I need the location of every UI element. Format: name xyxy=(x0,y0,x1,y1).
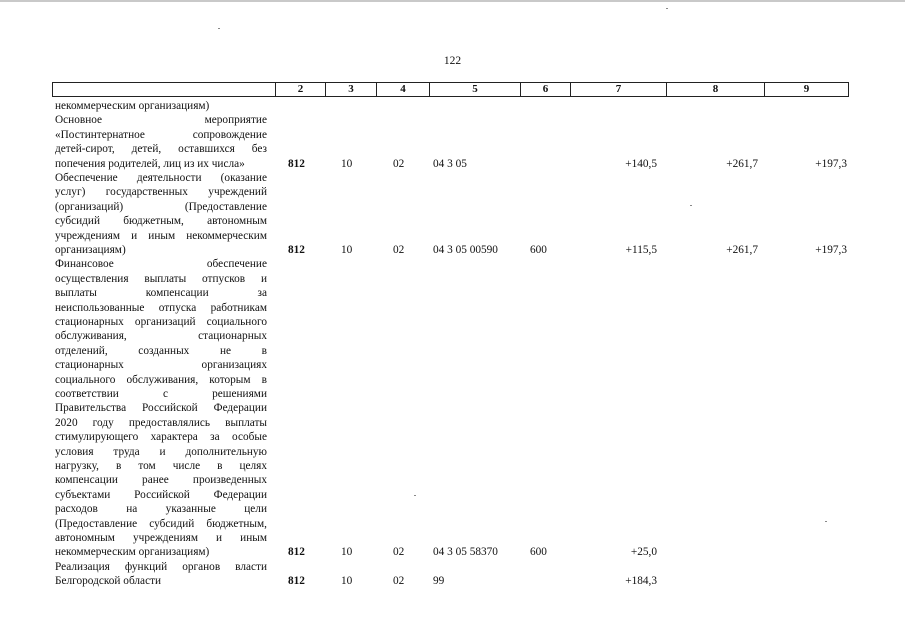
description-line: социального обслуживания, которым в xyxy=(55,373,267,386)
description-line: осуществления выплаты отпусков и xyxy=(55,272,267,285)
header-cell-4: 4 xyxy=(376,83,429,96)
cell-amount-8: +261,7 xyxy=(726,157,758,170)
table-header-row xyxy=(52,82,849,97)
description-line: нагрузку, в том числе в целях xyxy=(55,460,267,472)
cell-code-6: 600 xyxy=(530,546,547,559)
cell-amount-9: +197,3 xyxy=(815,244,847,256)
cell-amount-7: +140,5 xyxy=(625,157,657,170)
description-line: некоммерческим организациям) xyxy=(55,100,210,112)
cell-amount-7: +184,3 xyxy=(625,575,657,588)
description-line: Финансовое обеспечение xyxy=(55,258,267,271)
cell-code-3: 10 xyxy=(341,546,353,559)
cell-code-4: 02 xyxy=(393,546,405,559)
description-line: автономным учреждениям и иным xyxy=(55,532,267,544)
description-line: неиспользованные отпуска работникам xyxy=(55,301,267,314)
header-cell-7: 7 xyxy=(570,83,666,96)
description-line: 2020 году предоставлялись выплаты xyxy=(55,416,267,429)
description-line: Правительства Российской Федерации xyxy=(55,402,267,415)
description-line: (организаций) (Предоставление xyxy=(55,200,267,213)
cell-code-3: 10 xyxy=(341,575,353,588)
description-line: (Предоставление субсидий бюджетным, xyxy=(55,517,267,530)
cell-code-4: 02 xyxy=(393,575,405,588)
description-line: стационарных организаций социального xyxy=(55,316,267,328)
description-line: выплаты компенсации за xyxy=(55,287,267,300)
header-cell-3: 3 xyxy=(325,83,376,96)
description-line: стационарных организациях xyxy=(55,359,267,372)
description-line: учреждениям и иным некоммерческим xyxy=(55,229,267,242)
cell-code-4: 02 xyxy=(393,244,405,256)
cell-amount-7: +115,5 xyxy=(625,244,657,256)
description-line: детей-сирот, детей, оставшихся без xyxy=(55,143,267,156)
description-line: Основное мероприятие xyxy=(55,114,267,127)
description-line: организациям) xyxy=(55,244,126,256)
description-line: компенсации ранее произведенных xyxy=(55,474,267,487)
cell-code-2: 812 xyxy=(288,157,305,170)
header-cell-6: 6 xyxy=(520,83,570,96)
description-line: субъектами Российской Федерации xyxy=(55,488,267,501)
cell-code-2: 812 xyxy=(288,244,305,256)
header-cell-8: 8 xyxy=(666,83,764,96)
cell-code-5: 04 3 05 xyxy=(433,157,467,170)
cell-code-3: 10 xyxy=(341,157,353,170)
description-line: попечения родителей, лиц из их числа» xyxy=(55,157,245,170)
header-cell-2: 2 xyxy=(275,83,325,96)
description-line: условия труда и дополнительную xyxy=(55,445,267,458)
description-line: субсидий бюджетным, автономным xyxy=(55,215,267,228)
scan-speck xyxy=(666,8,668,9)
cell-code-5: 04 3 05 00590 xyxy=(433,244,498,256)
scan-speck xyxy=(825,521,827,522)
description-line: услуг) государственных учреждений xyxy=(55,186,267,199)
description-line: отделений, созданных не в xyxy=(55,344,267,357)
description-line: расходов на указанные цели xyxy=(55,503,267,516)
cell-amount-7: +25,0 xyxy=(630,546,657,559)
scan-speck xyxy=(218,28,220,29)
page-number: 122 xyxy=(443,55,462,67)
cell-amount-8: +261,7 xyxy=(726,244,758,256)
description-line: Обеспечение деятельности (оказание xyxy=(55,172,267,184)
description-line: «Постинтернатное сопровождение xyxy=(55,128,267,141)
header-cell-5: 5 xyxy=(429,83,520,96)
cell-code-6: 600 xyxy=(530,244,547,256)
cell-code-3: 10 xyxy=(341,244,353,256)
description-line: стимулирующего характера за особые xyxy=(55,431,267,444)
description-line: соответствии с решениями xyxy=(55,388,267,400)
description-line: Белгородской области xyxy=(55,575,162,588)
cell-code-2: 812 xyxy=(288,546,305,559)
cell-amount-9: +197,3 xyxy=(815,157,847,170)
scan-speck xyxy=(414,495,416,496)
description-line: некоммерческим организациям) xyxy=(55,546,210,559)
scan-border-top xyxy=(0,0,905,2)
scan-speck xyxy=(690,205,692,206)
description-line: обслуживания, стационарных xyxy=(55,330,267,343)
header-cell-9: 9 xyxy=(764,83,848,96)
cell-code-5: 99 xyxy=(433,575,445,588)
description-line: Реализация функций органов власти xyxy=(55,560,267,573)
cell-code-2: 812 xyxy=(288,575,305,588)
header-cell-1 xyxy=(53,83,275,96)
cell-code-4: 02 xyxy=(393,157,405,170)
cell-code-5: 04 3 05 58370 xyxy=(433,546,498,559)
